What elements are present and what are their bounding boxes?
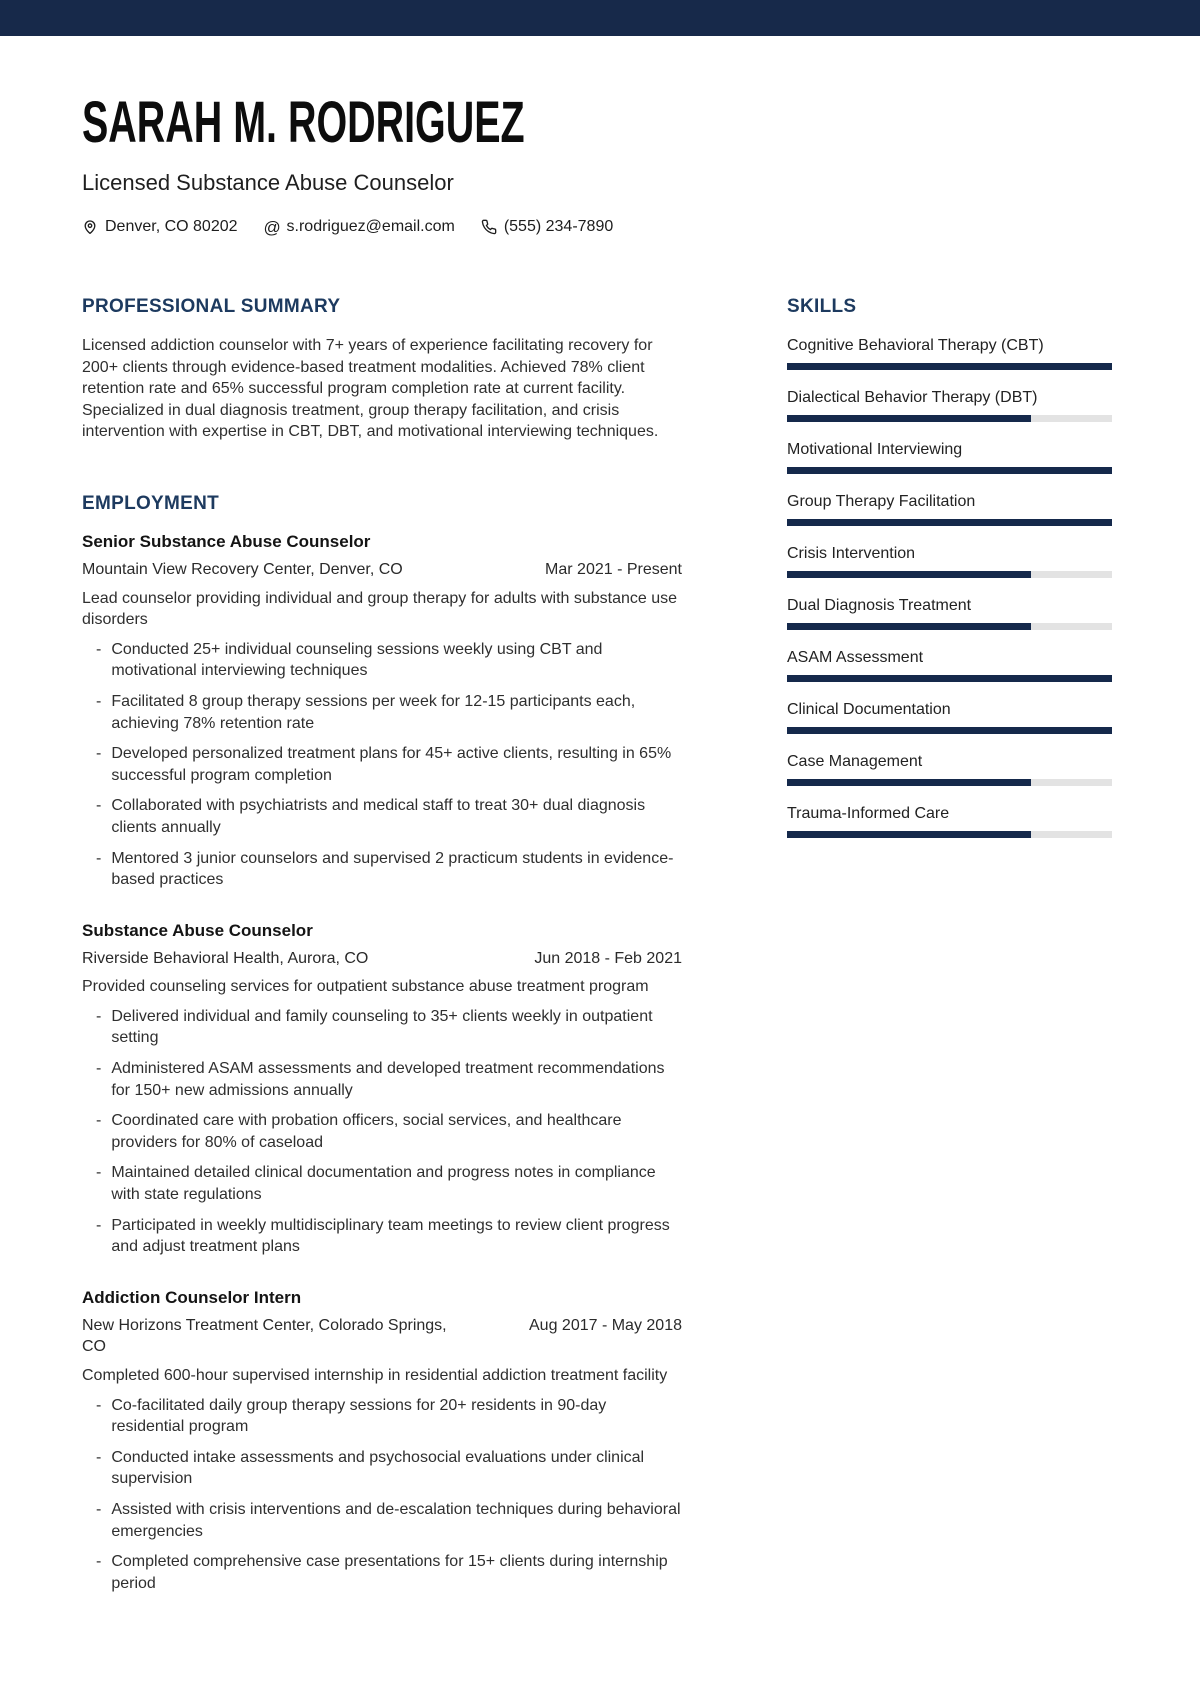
job-bullet: [96, 1215, 682, 1258]
skills-heading: SKILLS: [787, 296, 857, 317]
job-bullet: [96, 691, 682, 734]
skill-bar-track: [787, 363, 1112, 370]
job-bullet: [96, 1395, 682, 1438]
job-dates: Mar 2021 - Present: [545, 560, 682, 578]
phone-icon: [481, 219, 497, 235]
job-bullet-text: Conducted 25+ individual counseling sessions weekly using CBT and motivational interviewing techniques: [111, 640, 603, 680]
email-at-icon: @: [263, 218, 281, 237]
job-bullet-text: Developed personalized treatment plans for 45+ active clients, resulting in 65% successful program completion: [111, 745, 672, 784]
job-bullet-text: Mentored 3 junior counselors and supervised 2 practicum students in evidence-based practices: [111, 849, 674, 889]
skill-bar-track: [787, 467, 1112, 474]
skill-item: [787, 543, 1112, 578]
contact-email: [264, 218, 455, 236]
skill-item: [787, 647, 1112, 682]
skill-bar-fill: [787, 415, 1031, 422]
candidate-title: Licensed Substance Abuse Counselor: [82, 170, 454, 195]
job-meta-row: [82, 948, 682, 970]
section-skills: [787, 296, 1112, 838]
job-bullet-text: Conducted intake assessments and psychosocial evaluations under clinical supervision: [111, 1448, 645, 1488]
bullet-dash-marker: -: [96, 1553, 102, 1571]
skill-bar-track: [787, 415, 1112, 422]
contact-email-text: s.rodriguez@email.com: [286, 218, 455, 235]
bullet-dash-marker: -: [96, 692, 102, 710]
skill-label: Group Therapy Facilitation: [787, 493, 976, 510]
job-bullet: [96, 1447, 682, 1490]
job-bullet: [96, 1110, 682, 1153]
job-bullet: [96, 1551, 682, 1594]
job-bullet-text: Administered ASAM assessments and developed treatment recommendations for 150+ new admissions annually: [111, 1060, 665, 1099]
skill-bar-track: [787, 571, 1112, 578]
top-accent-bar: [0, 0, 1200, 36]
skill-bar-fill: [787, 779, 1031, 786]
resume-header: [82, 36, 1112, 236]
skill-bar-fill: [787, 467, 1112, 474]
resume-content: [0, 36, 1200, 1594]
skill-bar-fill: [787, 831, 1031, 838]
bullet-dash-marker: -: [96, 1112, 102, 1130]
job-bullet-text: Participated in weekly multidisciplinary team meetings to review client progress and adjust treatment plans: [111, 1216, 670, 1256]
job-description: Provided counseling services for outpatient substance abuse treatment program: [82, 978, 649, 996]
skill-item: [787, 335, 1112, 370]
job-bullet-list: [82, 639, 682, 891]
job-title: Addiction Counselor Intern: [82, 1287, 302, 1307]
job-bullet-text: Co-facilitated daily group therapy sessions for 20+ residents in 90-day residential program: [111, 1396, 607, 1436]
section-employment: [82, 493, 682, 1594]
job-bullet: [96, 1499, 682, 1542]
contact-row: [82, 218, 1112, 236]
employment-heading: EMPLOYMENT: [82, 492, 220, 514]
skill-label: Cognitive Behavioral Therapy (CBT): [787, 337, 1044, 354]
job-description: Completed 600-hour supervised internship in residential addiction treatment facility: [82, 1367, 668, 1384]
job-bullet-list: [82, 1006, 682, 1258]
right-column: [787, 296, 1112, 1594]
skill-bar-fill: [787, 727, 1112, 734]
skill-label: Crisis Intervention: [787, 545, 916, 562]
contact-location-text: Denver, CO 80202: [105, 218, 238, 235]
job-bullet-text: Completed comprehensive case presentations for 15+ clients during internship period: [111, 1553, 668, 1592]
bullet-dash-marker: -: [96, 745, 102, 763]
column-gap: [682, 296, 787, 1594]
job-bullet-text: Delivered individual and family counseling to 35+ clients weekly in outpatient setting: [111, 1007, 653, 1047]
candidate-name: SARAH M. RODRIGUEZ: [82, 90, 525, 155]
job-bullet-list: [82, 1395, 682, 1595]
skill-bar-track: [787, 727, 1112, 734]
job-meta-row: [82, 559, 682, 581]
job-bullet: [96, 743, 682, 786]
jobs-list: [82, 532, 682, 1594]
skill-bar-fill: [787, 571, 1031, 578]
bullet-dash-marker: -: [96, 1060, 102, 1078]
job-title: Substance Abuse Counselor: [82, 920, 313, 940]
summary-text: Licensed addiction counselor with 7+ years of experience facilitating recovery for 200+ clients through evidence-based treatment modalities. Achieved 78% client retention rate and 65% successful program completion rate at current facility. Specialized in dual diagnosis treatment, group therapy facilitation, and crisis intervention with expertise in CBT, DBT, and motivational interviewing techniques.: [82, 337, 659, 441]
job-bullet: [96, 795, 682, 838]
skill-bar-fill: [787, 363, 1112, 370]
job-entry: [82, 532, 682, 891]
job-description: Lead counselor providing individual and group therapy for adults with substance use disorders: [82, 589, 678, 629]
skills-list: [787, 335, 1112, 838]
skill-bar-fill: [787, 675, 1112, 682]
skill-label: ASAM Assessment: [787, 649, 924, 666]
two-column-layout: [82, 296, 1112, 1594]
skill-item: [787, 387, 1112, 422]
skill-bar-track: [787, 675, 1112, 682]
bullet-dash-marker: -: [96, 797, 102, 815]
job-company: Mountain View Recovery Center, Denver, CO: [82, 560, 403, 578]
bullet-dash-marker: -: [96, 1396, 102, 1414]
job-entry: [82, 1288, 682, 1595]
job-bullet: [96, 639, 682, 682]
job-bullet-text: Assisted with crisis interventions and de-escalation techniques during behavioral emergencies: [111, 1500, 681, 1540]
skill-bar-track: [787, 831, 1112, 838]
skill-bar-fill: [787, 623, 1031, 630]
contact-phone-text: (555) 234-7890: [503, 218, 614, 235]
skill-label: Trauma-Informed Care: [787, 805, 950, 822]
skill-item: [787, 751, 1112, 786]
skill-label: Motivational Interviewing: [787, 441, 963, 458]
skill-bar-fill: [787, 519, 1112, 526]
skill-label: Dialectical Behavior Therapy (DBT): [787, 389, 1038, 406]
contact-phone: [481, 218, 613, 236]
skill-label: Clinical Documentation: [787, 701, 951, 718]
contact-location: [82, 218, 238, 236]
bullet-dash-marker: -: [96, 849, 102, 867]
job-company: Riverside Behavioral Health, Aurora, CO: [82, 949, 369, 967]
skill-bar-track: [787, 519, 1112, 526]
summary-heading: PROFESSIONAL SUMMARY: [82, 296, 341, 317]
bullet-dash-marker: -: [96, 1448, 102, 1466]
job-bullet: [96, 1006, 682, 1049]
job-dates: Jun 2018 - Feb 2021: [534, 949, 682, 967]
bullet-dash-marker: -: [96, 1007, 102, 1025]
job-bullet: [96, 1162, 682, 1205]
section-professional-summary: [82, 296, 682, 443]
skill-item: [787, 595, 1112, 630]
job-bullet: [96, 1058, 682, 1101]
job-entry: [82, 921, 682, 1258]
skill-item: [787, 803, 1112, 838]
left-column: [82, 296, 682, 1594]
bullet-dash-marker: -: [96, 1216, 102, 1234]
bullet-dash-marker: -: [96, 640, 102, 658]
skill-label: Case Management: [787, 753, 923, 770]
skill-item: [787, 699, 1112, 734]
job-meta-row: [82, 1315, 682, 1358]
skill-item: [787, 439, 1112, 474]
job-bullet: [96, 848, 682, 891]
job-bullet-text: Coordinated care with probation officers, social services, and healthcare providers for 80% of caseload: [111, 1112, 622, 1151]
location-pin-icon: [82, 219, 98, 235]
job-company: New Horizons Treatment Center, Colorado Springs, CO: [82, 1316, 447, 1356]
skill-label: Dual Diagnosis Treatment: [787, 597, 972, 614]
skill-bar-track: [787, 779, 1112, 786]
bullet-dash-marker: -: [96, 1500, 102, 1518]
job-title: Senior Substance Abuse Counselor: [82, 531, 371, 551]
skill-item: [787, 491, 1112, 526]
job-bullet-text: Facilitated 8 group therapy sessions per week for 12-15 participants each, achieving 78% retention rate: [111, 692, 636, 732]
job-bullet-text: Collaborated with psychiatrists and medical staff to treat 30+ dual diagnosis clients annually: [111, 797, 646, 836]
job-dates: Aug 2017 - May 2018: [529, 1316, 682, 1334]
skill-bar-track: [787, 623, 1112, 630]
bullet-dash-marker: -: [96, 1164, 102, 1182]
job-bullet-text: Maintained detailed clinical documentation and progress notes in compliance with state regulations: [111, 1164, 656, 1204]
